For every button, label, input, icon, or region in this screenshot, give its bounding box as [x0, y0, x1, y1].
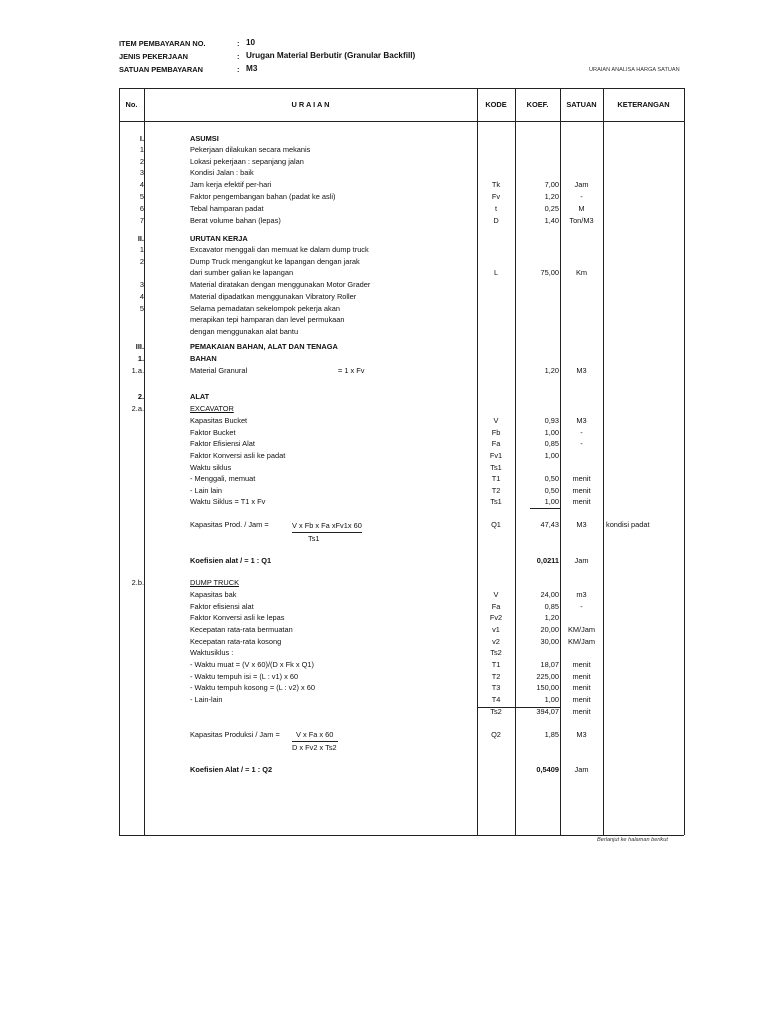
excavator-fraction-bar	[292, 532, 362, 533]
row-koef: 24,00	[540, 590, 559, 599]
table-top-border	[119, 88, 684, 89]
excavator-fraction-denominator: Ts1	[308, 534, 320, 543]
row-description: ALAT	[190, 392, 210, 401]
row-description: Koefisien alat / = 1 : Q1	[190, 556, 272, 565]
row-satuan: menit	[572, 695, 591, 704]
row-kode: Ts2	[490, 648, 502, 657]
row-number: 2.	[137, 392, 144, 401]
row-kode: T1	[491, 474, 501, 483]
row-number: 3	[139, 280, 144, 289]
row-kode: Fb	[491, 428, 501, 437]
row-satuan: menit	[572, 672, 591, 681]
row-description: - Lain lain	[190, 486, 223, 495]
row-description: dengan menggunakan alat bantu	[190, 327, 299, 336]
row-koef: 1,20	[544, 192, 559, 201]
row-number: III.	[135, 342, 144, 351]
col-header-keterangan: KETERANGAN	[617, 100, 670, 109]
row-satuan: KM/Jam	[567, 625, 596, 634]
row-number: 2	[139, 157, 144, 166]
row-description: Koefisien Alat / = 1 : Q2	[190, 765, 273, 774]
row-kode: v1	[492, 625, 500, 634]
right-caption: URAIAN ANALISA HARGA SATUAN	[589, 67, 680, 73]
row-description: Excavator menggali dan memuat ke dalam dump truck	[190, 245, 369, 254]
row-description: Faktor pengembangan bahan (padat ke asli)	[190, 192, 336, 201]
row-kode: Fa	[491, 439, 501, 448]
row-description: Faktor Konversi asli ke lepas	[190, 613, 285, 622]
row-kode: V	[493, 416, 499, 425]
row-description: - Lain-lain	[190, 695, 223, 704]
row-description: Material diratakan dengan menggunakan Motor Grader	[190, 280, 371, 289]
col-header-uraian: U R A I A N	[291, 100, 330, 109]
col-header-kode: KODE	[485, 100, 507, 109]
item-value: 10	[246, 38, 256, 47]
row-satuan: -	[580, 439, 583, 448]
row-number: 4	[139, 180, 144, 189]
row-description: Kecepatan rata-rata bermuatan	[190, 625, 293, 634]
row-kode: T2	[491, 486, 501, 495]
row-koef: 30,00	[540, 637, 559, 646]
row-number: 2	[139, 257, 144, 266]
row-description: URUTAN KERJA	[190, 234, 248, 243]
row-description: Kapasitas Produksi / Jam =	[190, 730, 280, 739]
col-header-no: No.	[125, 100, 138, 109]
row-description: Waktu Siklus = T1 x Fv	[190, 497, 266, 506]
row-satuan: M3	[576, 416, 587, 425]
row-description: Selama pemadatan sekelompok pekerja akan	[190, 304, 340, 313]
row-kode: T3	[491, 683, 501, 692]
row-kode: T4	[491, 695, 501, 704]
row-description: Faktor efisiensi alat	[190, 602, 254, 611]
col-header-satuan: SATUAN	[566, 100, 597, 109]
row-description: merapikan tepi hamparan dan level permukaan	[190, 315, 345, 324]
row-description: ASUMSI	[190, 134, 219, 143]
row-satuan: Ton/M3	[569, 216, 594, 225]
row-kode: Ts1	[490, 463, 502, 472]
row-koef: 0,85	[544, 602, 559, 611]
row-satuan: M3	[576, 520, 587, 529]
row-kode: Fv1	[489, 451, 503, 460]
table-bottom-border	[119, 835, 684, 836]
item-colon: :	[237, 39, 240, 48]
row-koef: 150,00	[536, 683, 559, 692]
row-koef: 0,25	[544, 204, 559, 213]
satuan-value: M3	[246, 64, 258, 73]
row-number: 1.	[137, 354, 144, 363]
row-kode: T1	[491, 660, 501, 669]
satuan-colon: :	[237, 65, 240, 74]
row-number: II.	[137, 234, 144, 243]
row-koef: 0,50	[544, 486, 559, 495]
row-kode: Fv	[491, 192, 501, 201]
row-description: Faktor Bucket	[190, 428, 236, 437]
row-description: - Waktu tempuh isi = (L : v1) x 60	[190, 672, 299, 681]
row-satuan: KM/Jam	[567, 637, 596, 646]
row-satuan: menit	[572, 683, 591, 692]
row-satuan: menit	[572, 474, 591, 483]
row-description: Kapasitas Bucket	[190, 416, 248, 425]
row-number: 5	[139, 192, 144, 201]
row-number: 5	[139, 304, 144, 313]
row-description: Jam kerja efektif per-hari	[190, 180, 272, 189]
row-description: Berat volume bahan (lepas)	[190, 216, 281, 225]
row-satuan: m3	[576, 590, 587, 599]
table-header-border	[119, 121, 684, 122]
row-koef: 0,5409	[536, 765, 559, 774]
row-koef: 1,00	[544, 497, 559, 506]
row-koef: 1,00	[544, 428, 559, 437]
row-satuan: menit	[572, 486, 591, 495]
row-formula: = 1 x Fv	[338, 366, 365, 375]
row-satuan: -	[580, 428, 583, 437]
row-number: 1	[139, 245, 144, 254]
row-kode: Tk	[491, 180, 501, 189]
row-koef: 1,40	[544, 216, 559, 225]
row-description: - Waktu muat = (V x 60)/(D x Fk x Q1)	[190, 660, 314, 669]
row-description: Kapasitas bak	[190, 590, 237, 599]
row-description: Dump Truck mengangkut ke lapangan dengan jarak	[190, 257, 360, 266]
row-description: Lokasi pekerjaan : sepanjang jalan	[190, 157, 304, 166]
row-description: BAHAN	[190, 354, 217, 363]
row-satuan: menit	[572, 707, 591, 716]
row-description: dari sumber galian ke lapangan	[190, 268, 294, 277]
row-number: 3	[139, 168, 144, 177]
row-description: Faktor Efisiensi Alat	[190, 439, 255, 448]
row-koef: 394,07	[536, 707, 559, 716]
row-description: PEMAKAIAN BAHAN, ALAT DAN TENAGA	[190, 342, 338, 351]
row-kode: T2	[491, 672, 501, 681]
jenis-label: JENIS PEKERJAAN	[119, 52, 188, 61]
row-koef: 7,00	[544, 180, 559, 189]
dump-fraction-denominator: D x Fv2 x Ts2	[292, 743, 337, 752]
row-number: 7	[139, 216, 144, 225]
row-number: 2.a.	[131, 404, 144, 413]
row-satuan: menit	[572, 660, 591, 669]
row-keterangan: kondisi padat	[606, 520, 650, 529]
row-kode: L	[493, 268, 499, 277]
col-border-right	[684, 88, 685, 835]
row-description: Waktu siklus	[190, 463, 232, 472]
row-satuan: M3	[576, 366, 587, 375]
row-kode: V	[493, 590, 499, 599]
col-border-no	[144, 88, 145, 835]
row-kode: Fv2	[489, 613, 503, 622]
dump-fraction-numerator: V x Fa x 60	[296, 730, 334, 739]
row-koef: 0,50	[544, 474, 559, 483]
row-description: Material dipadatkan menggunakan Vibratory Roller	[190, 292, 357, 301]
row-koef: 20,00	[540, 625, 559, 634]
row-kode: v2	[492, 637, 500, 646]
row-description: EXCAVATOR	[190, 404, 234, 413]
row-satuan: Km	[575, 268, 588, 277]
row-number: 1.a.	[131, 366, 144, 375]
col-border-satuan	[603, 88, 604, 835]
row-number: 1	[139, 145, 144, 154]
excavator-sum-underline	[530, 508, 560, 509]
row-kode: Ts1	[490, 497, 502, 506]
row-description: Material Granural	[190, 366, 248, 375]
row-description: Pekerjaan dilakukan secara mekanis	[190, 145, 311, 154]
row-koef: 1,85	[544, 730, 559, 739]
row-koef: 18,07	[540, 660, 559, 669]
satuan-label: SATUAN PEMBAYARAN	[119, 65, 203, 74]
row-satuan: M	[578, 204, 585, 213]
jenis-colon: :	[237, 52, 240, 61]
row-kode: Fa	[491, 602, 501, 611]
row-satuan: M3	[576, 730, 587, 739]
row-koef: 1,20	[544, 613, 559, 622]
row-satuan: Jam	[574, 765, 589, 774]
row-satuan: Jam	[574, 556, 589, 565]
row-koef: 47,43	[540, 520, 559, 529]
row-description: - Menggali, memuat	[190, 474, 256, 483]
row-koef: 0,93	[544, 416, 559, 425]
dump-sum-underline	[477, 707, 560, 708]
item-label: ITEM PEMBAYARAN NO.	[119, 39, 206, 48]
col-header-koef: KOEF.	[526, 100, 549, 109]
row-koef: 1,00	[544, 451, 559, 460]
row-kode: Q1	[491, 520, 501, 529]
row-kode: Q2	[491, 730, 501, 739]
continued-note: Berlanjut ke halaman berikut	[597, 837, 668, 843]
row-description: Tebal hamparan padat	[190, 204, 264, 213]
row-koef: 1,00	[544, 695, 559, 704]
row-koef: 1,20	[544, 366, 559, 375]
row-satuan: menit	[572, 497, 591, 506]
row-koef: 0,85	[544, 439, 559, 448]
row-number: 6	[139, 204, 144, 213]
row-number: 2.b.	[131, 578, 144, 587]
row-satuan: -	[580, 602, 583, 611]
row-description: Kecepatan rata-rata kosong	[190, 637, 282, 646]
jenis-value: Urugan Material Berbutir (Granular Backfill)	[246, 51, 416, 60]
row-koef: 225,00	[536, 672, 559, 681]
row-kode: Ts2	[490, 707, 502, 716]
row-kode: t	[494, 204, 498, 213]
row-satuan: Jam	[574, 180, 589, 189]
dump-fraction-bar	[292, 741, 338, 742]
row-number: I.	[139, 134, 144, 143]
row-description: - Waktu tempuh kosong = (L : v2) x 60	[190, 683, 315, 692]
row-satuan: -	[580, 192, 583, 201]
row-description: Waktusiklus :	[190, 648, 234, 657]
row-description: Faktor Konversi asli ke padat	[190, 451, 286, 460]
row-description: Kapasitas Prod. / Jam =	[190, 520, 269, 529]
row-koef: 75,00	[540, 268, 559, 277]
row-koef: 0,0211	[536, 556, 559, 565]
row-description: Kondisi Jalan : baik	[190, 168, 254, 177]
excavator-fraction-numerator: V x Fb x Fa xFv1x 60	[292, 521, 362, 530]
row-description: DUMP TRUCK	[190, 578, 240, 587]
row-number: 4	[139, 292, 144, 301]
row-kode: D	[493, 216, 499, 225]
